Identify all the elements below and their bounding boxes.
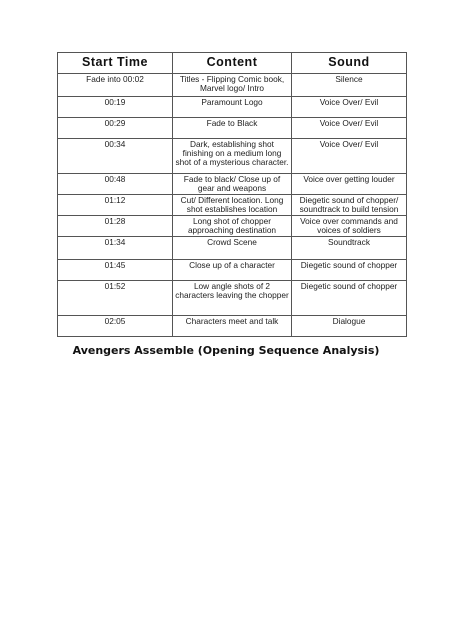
cell-sound: Voice over getting louder bbox=[292, 174, 407, 195]
cell-sound: Diegetic sound of chopper bbox=[292, 260, 407, 281]
cell-start-time: 01:12 bbox=[58, 195, 173, 216]
cell-content: Titles - Flipping Comic book, Marvel logo/ Intro bbox=[173, 74, 292, 97]
cell-sound: Voice Over/ Evil bbox=[292, 139, 407, 174]
cell-sound: Voice Over/ Evil bbox=[292, 118, 407, 139]
table-row bbox=[58, 260, 407, 281]
table-row bbox=[58, 216, 407, 237]
cell-start-time: 01:52 bbox=[58, 281, 173, 316]
cell-start-time: 00:29 bbox=[58, 118, 173, 139]
cell-content: Crowd Scene bbox=[173, 237, 292, 260]
cell-start-time: 02:05 bbox=[58, 316, 173, 337]
cell-start-time: 01:45 bbox=[58, 260, 173, 281]
cell-content: Dark, establishing shot finishing on a medium long shot of a mysterious character. bbox=[173, 139, 292, 174]
cell-start-time: 01:34 bbox=[58, 237, 173, 260]
table-row bbox=[58, 316, 407, 337]
cell-start-time: 00:48 bbox=[58, 174, 173, 195]
header-content: Content bbox=[173, 53, 292, 74]
cell-sound: Dialogue bbox=[292, 316, 407, 337]
cell-content: Fade to black/ Close up of gear and weapons bbox=[173, 174, 292, 195]
cell-content: Paramount Logo bbox=[173, 97, 292, 118]
cell-content: Low angle shots of 2 characters leaving the chopper bbox=[173, 281, 292, 316]
cell-start-time: 00:34 bbox=[58, 139, 173, 174]
cell-sound: Soundtrack bbox=[292, 237, 407, 260]
cell-sound: Silence bbox=[292, 74, 407, 97]
cell-sound: Voice Over/ Evil bbox=[292, 97, 407, 118]
cell-start-time: 01:28 bbox=[58, 216, 173, 237]
cell-content: Close up of a character bbox=[173, 260, 292, 281]
cell-start-time: 00:19 bbox=[58, 97, 173, 118]
cell-content: Long shot of chopper approaching destination bbox=[173, 216, 292, 237]
cell-sound: Diegetic sound of chopper bbox=[292, 281, 407, 316]
cell-content: Characters meet and talk bbox=[173, 316, 292, 337]
header-sound: Sound bbox=[292, 53, 407, 74]
cell-sound: Voice over commands and voices of soldiers bbox=[292, 216, 407, 237]
cell-content: Fade to Black bbox=[173, 118, 292, 139]
table-row bbox=[58, 281, 407, 316]
table-row bbox=[58, 237, 407, 260]
document-caption: Avengers Assemble (Opening Sequence Analysis) bbox=[72, 344, 380, 357]
table-row bbox=[58, 118, 407, 139]
sequence-analysis-table bbox=[57, 52, 407, 337]
table-row bbox=[58, 174, 407, 195]
cell-content: Cut/ Different location. Long shot establishes location bbox=[173, 195, 292, 216]
table-row bbox=[58, 74, 407, 97]
table-row bbox=[58, 97, 407, 118]
table-row bbox=[58, 139, 407, 174]
header-start-time: Start Time bbox=[58, 53, 173, 74]
cell-sound: Diegetic sound of chopper/ soundtrack to build tension bbox=[292, 195, 407, 216]
table-row bbox=[58, 195, 407, 216]
table-header-row bbox=[58, 53, 407, 74]
cell-start-time: Fade into 00:02 bbox=[58, 74, 173, 97]
